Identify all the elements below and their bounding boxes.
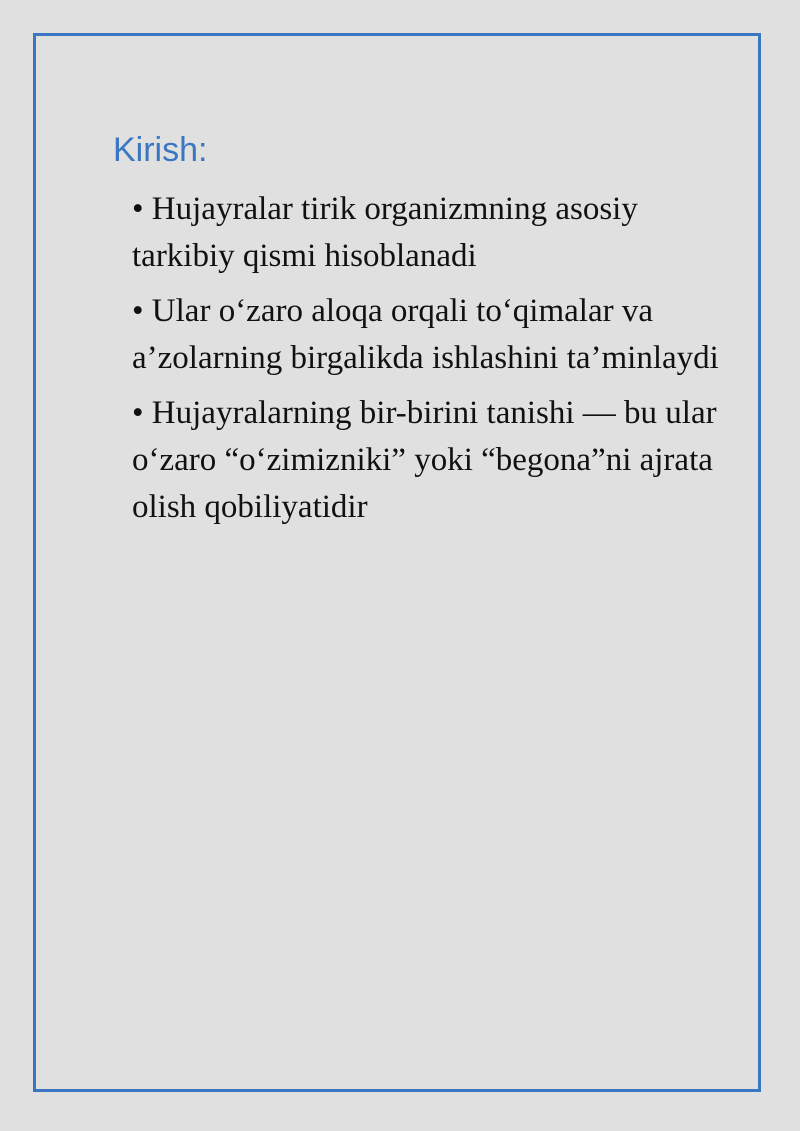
bullet-item: • Hujayralar tirik organizmning asosiy tarkibiy qismi hisoblanadi xyxy=(132,191,638,274)
bullet-item: • Hujayralarning bir-birini tanishi — bu ular o‘zaro “o‘zimizniki” yoki “begona”ni ajrata olish qobiliyatidir xyxy=(132,395,717,525)
section-heading: Kirish: xyxy=(113,131,208,169)
bullet-item: • Ular o‘zaro aloqa orqali to‘qimalar va a’zolarning birgalikda ishlashini ta’minlaydi xyxy=(132,293,719,376)
bullet-list xyxy=(132,186,744,539)
